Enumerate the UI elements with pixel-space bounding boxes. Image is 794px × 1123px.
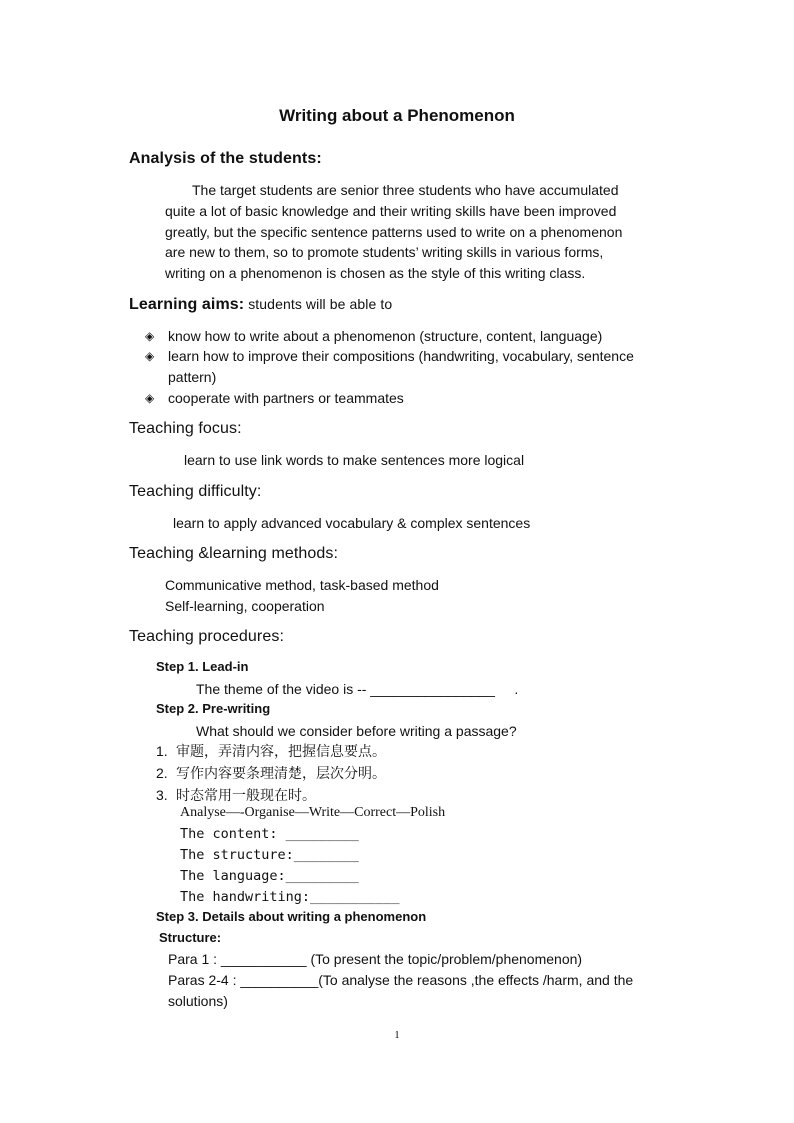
step2-label: Step 2. Pre-writing (156, 701, 271, 716)
diamond-bullet-icon: ◈ (145, 349, 155, 363)
para2-line-cont: solutions) (168, 993, 228, 1009)
methods-line: Communicative method, task-based method (165, 577, 439, 593)
difficulty-heading: Teaching difficulty: (129, 483, 262, 500)
analysis-line: are new to them, so to promote students’ writing skills in various forms, (165, 244, 604, 261)
step2-item: 1. 审题，弄清内容，把握信息要点。 (156, 743, 386, 759)
aim-text: know how to write about a phenomenon (structure, content, language) (168, 328, 603, 344)
field-content: The content: _________ (180, 826, 359, 842)
methods-line: Self-learning, cooperation (165, 598, 325, 614)
aim-item (145, 346, 675, 388)
analysis-heading: Analysis of the students: (129, 150, 322, 167)
step1-text: The theme of the video is -- ________________ . (196, 681, 519, 697)
analysis-line: greatly, but the specific sentence patterns used to write on a phenomenon (165, 223, 623, 240)
focus-text: learn to use link words to make sentences more logical (184, 452, 525, 468)
step3-label: Step 3. Details about writing a phenomenon (156, 909, 427, 924)
analysis-line: writing on a phenomenon is chosen as the style of this writing class. (165, 265, 586, 282)
aim-text: cooperate with partners or teammates (168, 390, 404, 406)
analysis-line: quite a lot of basic knowledge and their writing skills have been improved (165, 202, 617, 219)
field-language: The language:_________ (180, 868, 359, 884)
procedures-heading: Teaching procedures: (129, 628, 284, 645)
aims-intro: students will be able to (244, 296, 393, 312)
difficulty-text: learn to apply advanced vocabulary & complex sentences (173, 515, 531, 531)
page-number: 1 (394, 1029, 400, 1041)
step2-question: What should we consider before writing a passage? (196, 723, 517, 739)
methods-heading: Teaching &learning methods: (129, 545, 339, 562)
step2-item: 3. 时态常用一般现在时。 (156, 787, 316, 803)
field-structure: The structure:________ (180, 847, 359, 863)
step2-item: 2. 写作内容要条理清楚，层次分明。 (156, 765, 386, 781)
structure-label: Structure: (159, 930, 222, 945)
aims-heading: Learning aims: (129, 296, 245, 313)
aims-heading-row (129, 296, 392, 314)
aim-item (145, 326, 675, 347)
aim-item (145, 388, 675, 409)
diamond-bullet-icon: ◈ (145, 391, 155, 405)
para2-line: Paras 2-4 : __________(To analyse the reasons ,the effects /harm, and the (168, 972, 634, 988)
writing-flow: Analyse—-Organise—Write—Correct—Polish (180, 805, 446, 820)
analysis-line: The target students are senior three students who have accumulated (192, 182, 619, 198)
diamond-bullet-icon: ◈ (145, 329, 155, 343)
aim-text: learn how to improve their compositions (handwriting, vocabulary, sentence pattern) (168, 348, 634, 385)
document-title: Writing about a Phenomenon (279, 106, 515, 125)
focus-heading: Teaching focus: (129, 420, 242, 437)
step1-label: Step 1. Lead-in (156, 659, 249, 674)
analysis-paragraph (165, 180, 665, 284)
para1-line: Para 1 : ___________ (To present the topic/problem/phenomenon) (168, 951, 583, 967)
field-handwriting: The handwriting:___________ (180, 889, 400, 905)
